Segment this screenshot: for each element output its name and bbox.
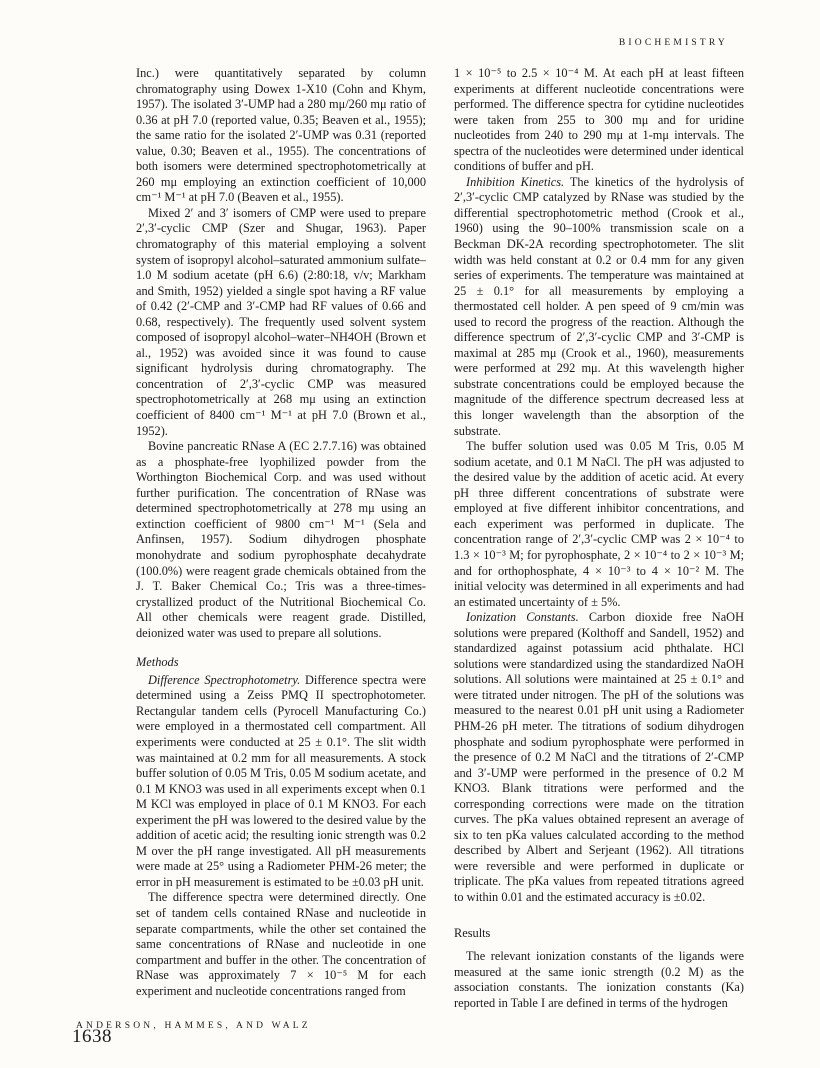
section-heading-methods: Methods	[136, 655, 179, 670]
paragraph-text: Difference spectra were determined using a Zeiss PMQ II spectrophotometer. Rectangular tandem cells (Pyrocell Manufacturing Co.) were employed in a thermostated cell compartment. All experiments were conducted at 25 ± 0.1°. The slit width was maintained at 0.2 mm for all measurements. A stock buffer solution of 0.05 M Tris, 0.05 M sodium acetate, and 0.1 M KNO3 was used in all experiments except when 0.1 M KCl was employed in place of 0.1 M KNO3. For each experiment the pH was lowered to the desired value by the addition of acetic acid; the resulting ionic strength was 0.2 M over the pH range investigated. All pH measurements were made at 25° using a Radiometer PHM-26 meter; the error in pH measurement is estimated to be ±0.03 pH unit.	[136, 672, 426, 889]
paragraph: Inc.) were quantitatively separated by column chromatography using Dowex 1-X10 (Cohn and Khym, 1957). The isolated 3′-UMP had a 280 mμ/260 mμ ratio of 0.36 at pH 7.0 (reported value, 0.35; Beaven et al., 1955); the same ratio for the isolated 2′-UMP was 0.31 (reported value, 0.30; Beaven et al., 1955). The concentrations of both isomers were determined spectrophotometrically at 260 mμ employing an extinction coefficient of 10,000 cm⁻¹ M⁻¹ at pH 7.0 (Beaven et al., 1955).	[136, 66, 426, 205]
paragraph: 1 × 10⁻⁵ to 2.5 × 10⁻⁴ M. At each pH at least fifteen experiments at different nucleotide concentrations were performed. The difference spectra for cytidine nucleotides were taken from 255 to 300 mμ and for uridine nucleotides from 240 to 290 mμ at 1-mμ intervals. The spectra of the nucleotides were determined under identical conditions of buffer and pH.	[454, 66, 744, 174]
paragraph-text: The kinetics of the hydrolysis of 2′,3′-cyclic CMP catalyzed by RNase was studied by the differential spectrophotometric method (Crook et al., 1960) using the 90–100% transmission scale on a Beckman DK-2A recording spectrophotometer. The slit width was held constant at 0.2 or 0.4 mm for any given series of experiments. The temperature was maintained at 25 ± 0.1° for all measurements by employing a thermostated cell holder. A pen speed of 9 cm/min was used to record the progress of the reaction. Although the difference spectrum of 2′,3′-cyclic CMP and 3′-CMP is maximal at 285 mμ (Crook et al., 1960), measurements were performed at 292 mμ. At this wavelength higher substrate concentrations could be employed because the magnitude of the difference spectrum decreased less at this longer wavelength than the absorption of the substrate.	[454, 174, 744, 438]
paragraph: The relevant ionization constants of the ligands were measured at the same ionic strength (0.2 M) as the association constants. The ionization constants (Ka) reported in Table I are defined in terms of the hydrogen	[454, 949, 744, 1010]
runin-heading: Inhibition Kinetics.	[466, 174, 565, 189]
running-foot: ANDERSON, HAMMES, AND WALZ	[76, 1021, 311, 1031]
left-column	[136, 66, 426, 999]
section-heading-results: Results	[454, 925, 491, 940]
paragraph: Bovine pancreatic RNase A (EC 2.7.7.16) was obtained as a phosphate-free lyophilized powder from the Worthington Biochemical Corp. and was used without further purification. The concentration of RNase was determined spectrophotometrically at 278 mμ using an extinction coefficient of 9800 cm⁻¹ M⁻¹ (Sela and Anfinsen, 1957). Sodium dihydrogen phosphate monohydrate and sodium pyrophosphate decahydrate (100.0%) were reagent grade chemicals obtained from the J. T. Baker Chemical Co.; Tris was a three-times-crystallized product of the Nutritional Biochemical Co. All other chemicals were reagent grade. Distilled, deionized water was used to prepare all solutions.	[136, 439, 426, 640]
paragraph	[454, 175, 744, 439]
running-head: BIOCHEMISTRY	[618, 38, 728, 48]
paragraph	[136, 673, 426, 891]
runin-heading: Ionization Constants.	[466, 610, 579, 625]
paragraph: The difference spectra were determined directly. One set of tandem cells contained RNase and nucleotide in separate compartments, while the other set contained the same concentrations of RNase and nucleotide in one compartment and buffer in the other. The concentration of RNase was approximately 7 × 10⁻⁵ M for each experiment and nucleotide concentrations ranged from	[136, 890, 426, 998]
paragraph: Mixed 2′ and 3′ isomers of CMP were used to prepare 2′,3′-cyclic CMP (Szer and Shugar, 1963). Paper chromatography of this material employing a solvent system of isopropyl alcohol–saturated ammonium sulfate–1.0 M sodium acetate (pH 6.6) (2:80:18, v/v; Markham and Smith, 1952) yielded a single spot having a RF value of 0.42 (2′-CMP and 3′-CMP had RF values of 0.66 and 0.68, respectively). The frequently used solvent system composed of isopropyl alcohol–water–NH4OH (Brown et al., 1952) was avoided since it was found to cause significant hydrolysis during chromatography. The concentration of 2′,3′-cyclic CMP was measured spectrophotometrically at 268 mμ using an extinction coefficient of 8400 cm⁻¹ M⁻¹ at pH 7.0 (Brown et al., 1952).	[136, 205, 426, 438]
runin-heading: Difference Spectrophotometry.	[148, 672, 301, 687]
paragraph	[454, 610, 744, 905]
paragraph: The buffer solution used was 0.05 M Tris, 0.05 M sodium acetate, and 0.1 M NaCl. The pH was adjusted to the desired value by the addition of acetic acid. At every pH three different concentrations of substrate were employed at five different inhibitor concentrations, and each experiment was performed in duplicate. The concentration range of 2′,3′-cyclic CMP was 2 × 10⁻⁴ to 1.3 × 10⁻³ M; for pyrophosphate, 2 × 10⁻⁴ to 2 × 10⁻³ M; and for orthophosphate, 4 × 10⁻³ to 4 × 10⁻² M. The initial velocity was determined in all experiments and had an estimated uncertainty of ± 5%.	[454, 439, 744, 609]
page-number: 1638	[72, 1026, 112, 1047]
paragraph-text: Carbon dioxide free NaOH solutions were prepared (Kolthoff and Sandell, 1952) and standardized against potassium acid phthalate. HCl solutions were standardized using the standardized NaOH solutions. All solutions were maintained at 25 ± 0.1° and were titrated under nitrogen. The pH of the solutions was measured to the nearest 0.01 pH unit using a Radiometer PHM-26 pH meter. The titrations of sodium dihydrogen phosphate and sodium pyrophosphate were performed in the presence of 0.2 M NaCl and the titrations of 2′-CMP and 3′-UMP were performed in the presence of 0.2 M KNO3. Blank titrations were performed and the corresponding corrections were made on the titration curves. The pKa values obtained represent an average of six to ten pKa values calculated according to the method described by Albert and Serjeant (1962). All titrations were reversible and were performed in duplicate or triplicate. The pKa values from repeated titrations agreed to within 0.01 and the estimated accuracy is ±0.02.	[454, 610, 745, 904]
right-column	[454, 66, 744, 1011]
